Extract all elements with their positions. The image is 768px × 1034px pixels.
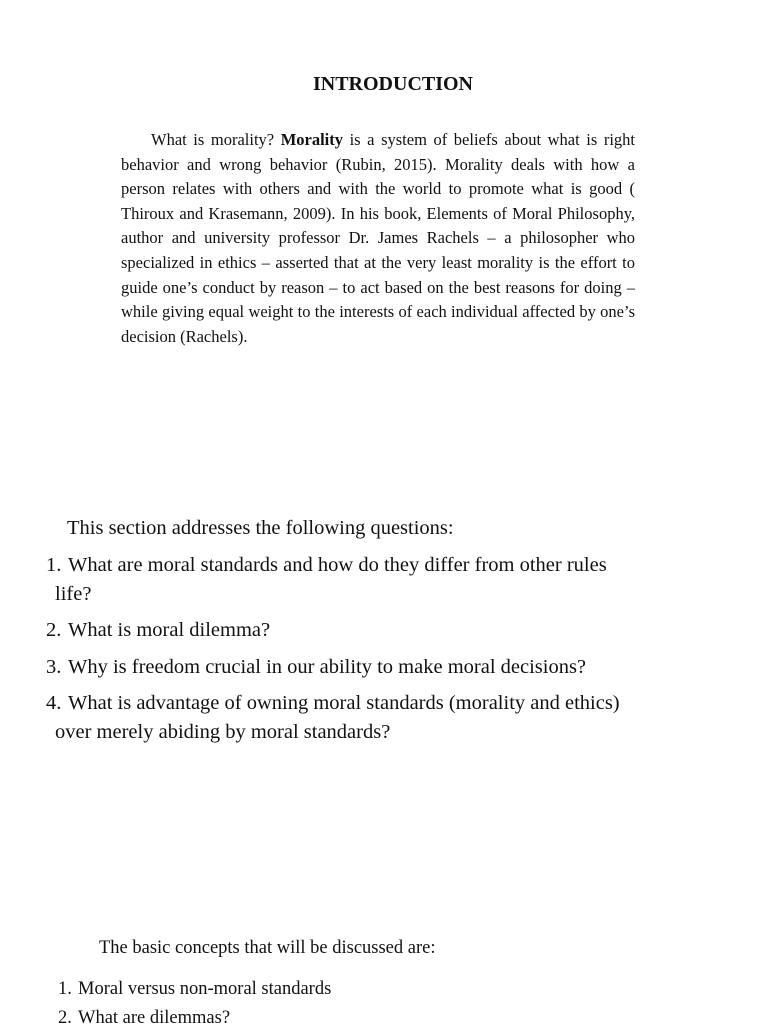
list-number: 1.	[46, 554, 62, 576]
list-item	[58, 976, 331, 1002]
question-line: What are moral standards and how do they differ from other rules	[68, 554, 607, 576]
list-number: 3.	[46, 655, 62, 678]
page-title: INTRODUCTION	[312, 73, 474, 95]
intro-term: Morality	[280, 130, 344, 149]
list-number: 2.	[58, 1008, 72, 1028]
questions-lead: This section addresses the following questions:	[67, 517, 454, 539]
list-text: What is moral dilemma?	[68, 619, 271, 641]
list-item	[46, 689, 698, 746]
list-item	[58, 1005, 331, 1031]
list-number: 2.	[46, 619, 62, 641]
list-text	[55, 551, 698, 608]
list-item	[46, 551, 698, 608]
questions-list	[46, 551, 698, 754]
concepts-lead: The basic concepts that will be discussed are:	[99, 938, 436, 958]
concepts-list	[58, 976, 331, 1034]
list-text: Moral versus non-moral standards	[78, 979, 332, 999]
intro-body: is a system of beliefs about what is right behavior and wrong behavior (Rubin, 2015). Morality deals with how a person relates with others and with the world to promote what is good ( Thiroux and Krasemann, 2009). In his book, Elements of Moral Philosophy, author and university professor Dr. James Rachels – a philosopher who specialized in ethics – asserted that at the very least morality is the effort to guide one’s conduct by reason – to act based on the best reasons for doing – while giving equal weight to the interests of each individual affected by one’s decision (Rachels).	[121, 130, 635, 346]
list-text: Why is freedom crucial in our ability to make moral decisions?	[68, 655, 587, 678]
question-continuation: life?	[55, 582, 92, 605]
question-line: What is advantage of owning moral standards (morality and ethics)	[68, 692, 620, 714]
list-text	[55, 689, 698, 746]
question-continuation: over merely abiding by moral standards?	[55, 720, 391, 743]
list-number: 4.	[46, 692, 62, 714]
intro-paragraph	[121, 128, 635, 349]
intro-lead: What is morality?	[151, 130, 281, 149]
list-number: 1.	[58, 979, 72, 999]
list-text: What are dilemmas?	[78, 1008, 231, 1028]
list-item	[46, 653, 698, 682]
list-item	[46, 616, 698, 645]
